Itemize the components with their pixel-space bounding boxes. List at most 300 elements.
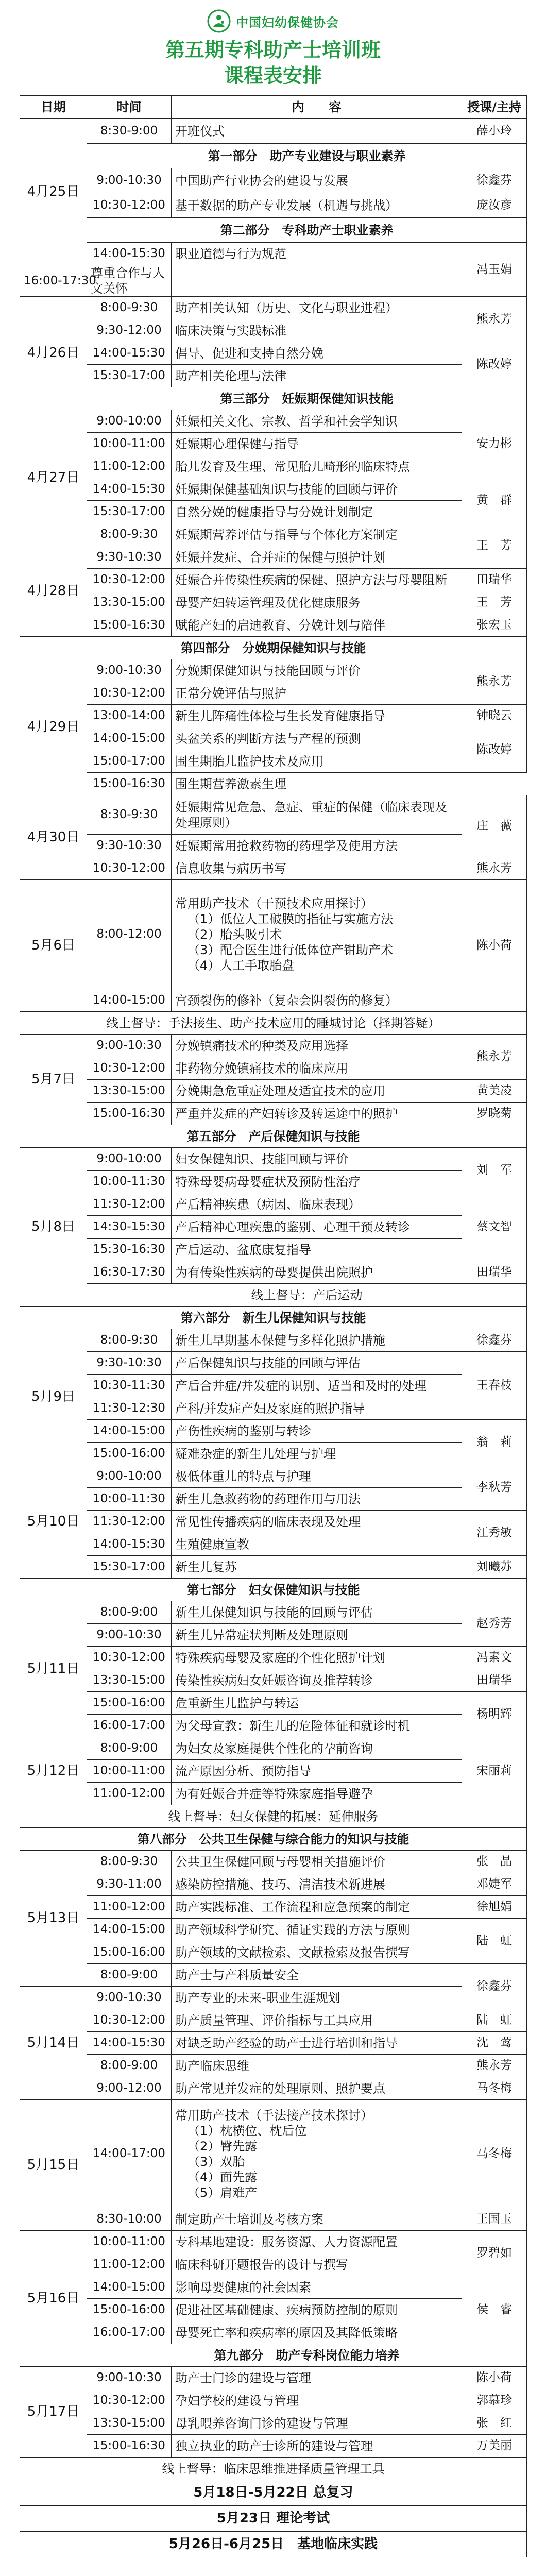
section-title-row	[20, 1307, 527, 1329]
teacher-cell: 侯 睿	[462, 2276, 527, 2344]
content-subitem: （4）人工手取胎盘	[187, 958, 295, 973]
time-cell: 8:00-9:30	[87, 1851, 172, 1873]
table-row	[20, 523, 527, 546]
teacher-cell: 熊永芳	[462, 1035, 527, 1080]
time-cell: 14:00-15:30	[87, 478, 172, 501]
table-row	[20, 1057, 527, 1080]
time-cell: 14:00-15:30	[87, 2032, 172, 2055]
content-cell: 妊娠期常用抢救药物的药理学及使用方法	[172, 835, 462, 857]
content-cell: 妊娠期营养评估与指导与个体化方案制定	[172, 523, 462, 546]
content-cell: 公共卫生保健回顾与母婴相关措施评价	[172, 1851, 462, 1873]
teacher-cell: 杨明辉	[462, 1692, 527, 1737]
content-cell: 孕妇学校的建设与管理	[172, 2389, 462, 2412]
schedule-body	[20, 119, 527, 2557]
content-cell: 中国助产行业协会的建设与发展	[172, 168, 462, 193]
content-cell: 为妇女及家庭提供个性化的孕前咨询	[172, 1737, 462, 1760]
time-cell: 14:00-17:00	[87, 2100, 172, 2208]
teacher-cell: 蔡文智	[462, 1193, 527, 1261]
content-cell: 特殊母婴病母婴症状及预防性治疗	[172, 1171, 462, 1193]
teacher-cell: 翁 莉	[462, 1420, 527, 1465]
time-cell: 11:00-12:00	[87, 1896, 172, 1919]
time-cell: 9:30-11:00	[87, 1873, 172, 1896]
content-cell: 助产实践标准、工作流程和应急预案的制定	[172, 1896, 462, 1919]
content-cell: 产后保健知识与技能的回顾与评估	[172, 1352, 462, 1375]
table-row	[20, 365, 527, 387]
table-row	[20, 168, 527, 193]
teacher-cell: 王 芳	[462, 523, 527, 569]
table-row	[20, 1919, 527, 1941]
content-cell: 赋能产妇的启迪教育、分娩计划与陪伴	[172, 614, 462, 637]
date-cell: 4月26日	[20, 297, 87, 410]
time-cell: 11:00-12:00	[87, 2253, 172, 2276]
teacher-cell: 邓婕军	[462, 1873, 527, 1896]
time-cell: 8:00-9:30	[87, 523, 172, 546]
org-name: 中国妇幼保健协会	[236, 15, 339, 30]
table-row	[20, 2055, 527, 2077]
time-cell: 10:30-11:30	[87, 1375, 172, 1397]
time-cell: 15:00-16:00	[87, 1443, 172, 1465]
table-row	[20, 1964, 527, 1987]
column-header-date: 日期	[20, 96, 87, 119]
time-cell: 14:00-15:00	[87, 989, 172, 1012]
time-cell: 14:00-15:00	[87, 1420, 172, 1443]
content-cell: 对缺乏助产经验的助产士进行培训和指导	[172, 2032, 462, 2055]
time-cell: 15:00-16:30	[87, 773, 172, 795]
time-cell: 9:00-10:00	[87, 410, 172, 433]
teacher-cell: 马冬梅	[462, 2100, 527, 2208]
time-cell: 14:30-15:30	[87, 1216, 172, 1239]
column-header-time: 时间	[87, 96, 172, 119]
teacher-cell: 张 红	[462, 2412, 527, 2435]
content-cell: 分娩期急危重症处理及适宜技术的应用	[172, 1080, 462, 1103]
section-title-row	[20, 144, 527, 168]
content-subitem: （2）臀先露	[187, 2139, 258, 2154]
time-cell: 9:30-10:30	[87, 546, 172, 569]
table-row	[20, 614, 527, 637]
time-cell: 10:30-12:00	[87, 1057, 172, 1080]
table-row	[20, 2321, 527, 2344]
content-cell: 妊娠期心理保健与指导	[172, 433, 462, 455]
teacher-cell: 罗晓菊	[462, 1103, 527, 1125]
time-cell: 9:00-12:00	[87, 2077, 172, 2100]
section-title: 第七部分 妇女保健知识与技能	[20, 1579, 527, 1601]
table-row	[20, 2367, 527, 2389]
teacher-cell: 黄美凌	[462, 1080, 527, 1103]
content-cell: 临床科研开题报告的设计与撰写	[172, 2253, 462, 2276]
table-row	[20, 835, 527, 857]
milestone-row: 5月23日 理论考试	[20, 2506, 527, 2532]
content-cell: 正常分娩评估与照护	[172, 682, 462, 705]
online-supervision-note-row	[20, 2458, 527, 2480]
online-supervision-note: 线上督导：妇女保健的拓展：延伸服务	[20, 1805, 527, 1828]
teacher-cell: 陈改婷	[462, 342, 527, 387]
schedule-wrapper	[20, 95, 526, 2557]
teacher-cell: 薛小玲	[462, 119, 527, 144]
teacher-cell: 王 芳	[462, 591, 527, 614]
teacher-cell: 陈改婷	[462, 727, 527, 773]
content-subitem: （1）低位人工破膜的指征与实施方法	[187, 911, 394, 926]
content-cell: 产科/并发症产妇及家庭的照护指导	[172, 1397, 462, 1420]
content-cell: 头盆关系的判断方法与产程的预测	[172, 727, 462, 750]
time-cell: 8:00-9:00	[87, 1601, 172, 1624]
content-subitem: （1）枕横位、枕后位	[187, 2123, 307, 2138]
date-cell: 5月10日	[20, 1465, 87, 1579]
time-cell: 15:30-17:00	[87, 1556, 172, 1579]
page-title: 第五期专科助产士培训班	[165, 39, 381, 61]
table-row	[20, 1148, 527, 1171]
teacher-cell: 赵秀芳	[462, 1601, 527, 1647]
online-supervision-note: 线上督导：临床思维推进择质量管理工具	[20, 2458, 527, 2480]
table-row	[20, 1397, 527, 1420]
table-row	[20, 857, 527, 880]
table-row	[20, 297, 527, 319]
table-row	[20, 265, 527, 297]
content-cell: 助产士与产科质量安全	[172, 1964, 462, 1987]
table-row	[20, 2231, 527, 2253]
content-cell: 严重并发症的产妇转诊及转运途中的照护	[172, 1103, 462, 1125]
time-cell: 9:30-10:30	[87, 1352, 172, 1375]
table-row	[20, 795, 527, 835]
teacher-cell: 罗碧如	[462, 2231, 527, 2276]
time-cell: 14:00-15:00	[87, 2276, 172, 2299]
time-cell: 13:00-14:00	[87, 705, 172, 727]
table-row	[20, 1896, 527, 1919]
time-cell: 13:30-15:00	[87, 2412, 172, 2435]
table-row	[20, 1443, 527, 1465]
table-row	[20, 2077, 527, 2100]
table-row	[20, 2299, 527, 2321]
time-cell: 16:00-17:00	[87, 1715, 172, 1737]
teacher-cell: 王春枝	[462, 1352, 527, 1420]
time-cell: 8:00-9:00	[87, 1964, 172, 1987]
content-cell: 围生期胎儿监护技术及应用	[172, 750, 462, 773]
table-row	[20, 750, 527, 773]
content-cell: 助产领域科学研究、循证实践的方法与原则	[172, 1919, 462, 1941]
date-cell: 5月17日	[20, 2367, 87, 2458]
section-title: 第二部分 专科助产士职业素养	[87, 218, 527, 243]
section-title-row	[20, 1125, 527, 1148]
time-cell: 14:00-15:00	[87, 727, 172, 750]
content-cell: 传染性疾病妇女妊娠咨询及推荐转诊	[172, 1669, 462, 1692]
time-cell: 10:30-12:00	[87, 193, 172, 218]
content-cell: 临床决策与实践标准	[172, 319, 462, 342]
content-cell: 助产质量管理、评价指标与工具应用	[172, 2009, 462, 2032]
table-row	[20, 682, 527, 705]
content-cell: 基于数据的助产专业发展（机遇与挑战）	[172, 193, 462, 218]
time-cell: 15:00-16:00	[87, 2299, 172, 2321]
teacher-cell: 马冬梅	[462, 2077, 527, 2100]
date-cell: 5月9日	[20, 1329, 87, 1465]
content-cell: 倡导、促进和支持自然分娩	[172, 342, 462, 365]
teacher-cell: 熊永芳	[462, 857, 527, 880]
table-row	[20, 2389, 527, 2412]
column-header-teacher: 授课/主持	[462, 96, 527, 119]
time-cell: 15:00-16:00	[87, 1692, 172, 1715]
time-cell: 10:30-12:00	[87, 569, 172, 591]
content-cell: 常见性传播疾病的临床表现及处理	[172, 1511, 462, 1533]
content-cell: 开班仪式	[172, 119, 462, 144]
content-cell: 新生儿复苏	[172, 1556, 462, 1579]
table-row	[20, 2032, 527, 2055]
page-header	[0, 0, 546, 95]
time-cell: 16:00-17:30	[20, 265, 87, 297]
section-title: 第八部分 公共卫生保健与综合能力的知识与技能	[20, 1828, 527, 1851]
time-cell: 9:00-10:30	[87, 168, 172, 193]
time-cell: 9:30-10:30	[87, 835, 172, 857]
table-row	[20, 1239, 527, 1261]
table-row	[20, 1533, 527, 1556]
teacher-cell: 安力彬	[462, 410, 527, 478]
content-cell	[172, 2100, 462, 2208]
content-subitem: （3）配合医生进行低体位产钳助产术	[187, 942, 394, 957]
time-cell: 10:00-11:30	[87, 1171, 172, 1193]
table-row	[20, 591, 527, 614]
teacher-cell: 钟晓云	[462, 705, 527, 727]
teacher-cell: 张宏玉	[462, 614, 527, 637]
teacher-cell: 庞汝彦	[462, 193, 527, 218]
time-cell: 15:30-17:00	[87, 501, 172, 523]
time-cell: 9:00-10:30	[87, 1624, 172, 1647]
time-cell: 8:30-9:30	[87, 795, 172, 835]
content-cell: 助产相关伦理与法律	[172, 365, 462, 387]
section-title-row	[20, 1828, 527, 1851]
online-supervision-note-row	[20, 1012, 527, 1035]
content-cell: 疑难杂症的新生儿处理与护理	[172, 1443, 462, 1465]
date-cell: 5月7日	[20, 1035, 87, 1125]
table-row	[20, 1624, 527, 1647]
time-cell: 9:30-12:00	[87, 319, 172, 342]
table-row	[20, 1375, 527, 1397]
table-row	[20, 2100, 527, 2208]
teacher-cell: 刘 军	[462, 1148, 527, 1193]
content-subitem: （4）面先露	[187, 2170, 258, 2184]
time-cell: 14:00-15:30	[87, 243, 172, 265]
table-row	[20, 1941, 527, 1964]
content-cell: 信息收集与病历书写	[172, 857, 462, 880]
table-row	[20, 1511, 527, 1533]
content-cell: 新生儿异常症状判断及处理原则	[172, 1624, 462, 1647]
content-cell: 胎儿发育及生理、常见胎儿畸形的临床特点	[172, 455, 462, 478]
table-row	[20, 1261, 527, 1284]
table-row	[20, 1987, 527, 2009]
date-cell: 4月27日	[20, 410, 87, 546]
table-row	[20, 880, 527, 989]
content-heading: 常用助产技术（干预技术应用探讨）	[175, 896, 373, 911]
content-cell: 新生儿早期基本保健与多样化照护措施	[172, 1329, 462, 1352]
teacher-cell: 庄 薇	[462, 795, 527, 857]
content-cell: 流产原因分析、预防指导	[172, 1760, 462, 1783]
time-cell: 8:00-9:00	[87, 2055, 172, 2077]
date-cell: 5月15日	[20, 2100, 87, 2231]
teacher-cell: 万美丽	[462, 2435, 527, 2458]
content-cell: 非药物分娩镇痛技术的临床应用	[172, 1057, 462, 1080]
time-cell: 15:00-16:00	[87, 1941, 172, 1964]
column-header-content: 内 容	[172, 96, 462, 119]
time-cell: 9:00-10:00	[87, 1465, 172, 1488]
content-cell: 专科基地建设：服务资源、人力资源配置	[172, 2231, 462, 2253]
table-row	[20, 455, 527, 478]
content-cell: 影响母婴健康的社会因素	[172, 2276, 462, 2299]
table-row	[20, 1737, 527, 1760]
teacher-cell: 江秀敏	[462, 1511, 527, 1556]
content-cell: 助产常见并发症的处理原则、照护要点	[172, 2077, 462, 2100]
content-cell: 产伤性疾病的鉴别与转诊	[172, 1420, 462, 1443]
teacher-cell: 熊永芳	[462, 659, 527, 705]
time-cell: 13:30-15:00	[87, 591, 172, 614]
teacher-cell: 冯素文	[462, 1647, 527, 1669]
section-title: 第九部分 助产专科岗位能力培养	[87, 2344, 527, 2367]
schedule-table	[20, 95, 527, 2557]
table-row	[20, 319, 527, 342]
table-row	[20, 705, 527, 727]
date-cell: 5月13日	[20, 1851, 87, 1987]
time-cell: 10:00-11:00	[87, 1760, 172, 1783]
table-row	[20, 2412, 527, 2435]
time-cell: 10:00-11:00	[87, 433, 172, 455]
time-cell: 8:00-9:30	[87, 297, 172, 319]
content-cell: 助产领域的文献检索、文献检索及报告撰写	[172, 1941, 462, 1964]
content-cell: 母乳喂养咨询门诊的建设与管理	[172, 2412, 462, 2435]
teacher-cell: 陆 虹	[462, 2009, 527, 2032]
logo-row	[0, 0, 546, 33]
table-row	[20, 119, 527, 144]
content-cell: 围生期营养激素生理	[172, 773, 462, 795]
time-cell: 16:00-17:00	[87, 2321, 172, 2344]
time-cell: 10:30-12:00	[87, 2389, 172, 2412]
content-cell: 妊娠合并传染性疾病的保健、照护方法与母婴阻断	[172, 569, 462, 591]
table-row	[20, 1692, 527, 1715]
teacher-cell: 熊永芳	[462, 2055, 527, 2077]
content-cell: 职业道德与行为规范	[172, 243, 462, 265]
time-cell: 10:30-12:00	[87, 682, 172, 705]
content-cell: 助产士门诊的建设与管理	[172, 2367, 462, 2389]
online-supervision-note: 线上督导：手法接生、助产技术应用的睡城讨论（择期答疑）	[20, 1012, 527, 1035]
content-cell: 妊娠期常见危急、急症、重症的保健（临床表现及处理原则）	[172, 795, 462, 835]
online-supervision-note-row	[20, 1805, 527, 1828]
time-cell: 15:30-16:30	[87, 1239, 172, 1261]
table-row	[20, 1216, 527, 1239]
milestone-row: 5月18日-5月22日 总复习	[20, 2480, 527, 2506]
content-cell: 制定助产士培训及考核方案	[172, 2208, 462, 2231]
date-cell: 4月29日	[20, 659, 87, 795]
date-cell: 5月6日	[20, 880, 87, 1012]
page-subtitle: 课程表安排	[224, 64, 322, 87]
section-title: 第三部分 妊娠期保健知识技能	[87, 387, 527, 410]
table-row	[20, 1783, 527, 1805]
time-cell: 11:30-12:00	[87, 1193, 172, 1216]
content-cell: 新生儿阵痛性体检与生长发育健康指导	[172, 705, 462, 727]
time-cell: 15:00-16:30	[87, 614, 172, 637]
time-cell: 15:30-17:00	[87, 365, 172, 387]
time-cell: 9:00-10:30	[87, 2367, 172, 2389]
teacher-cell: 陈小荷	[462, 880, 527, 1012]
table-row	[20, 1488, 527, 1511]
online-supervision-note: 线上督导：产后运动	[87, 1284, 527, 1307]
table-row	[20, 727, 527, 750]
content-cell: 母婴产妇转运管理及优化健康服务	[172, 591, 462, 614]
table-row	[20, 1760, 527, 1783]
time-cell: 8:00-9:00	[87, 1737, 172, 1760]
milestone-row-row	[20, 2532, 527, 2557]
teacher-cell: 冯玉娟	[462, 243, 527, 297]
time-cell: 9:00-10:30	[87, 1035, 172, 1057]
table-row	[20, 501, 527, 523]
content-cell: 产后运动、盆底康复指导	[172, 1239, 462, 1261]
table-row	[20, 1669, 527, 1692]
content-cell: 助产专业的未来-职业生涯规划	[172, 1987, 462, 2009]
teacher-cell: 陈小荷	[462, 2367, 527, 2389]
time-cell: 10:30-12:00	[87, 857, 172, 880]
time-cell: 10:30-12:00	[87, 1647, 172, 1669]
teacher-cell: 熊永芳	[462, 297, 527, 342]
teacher-cell: 王国玉	[462, 2208, 527, 2231]
teacher-cell: 宋丽莉	[462, 1737, 527, 1805]
content-subitem: （5）肩难产	[187, 2185, 258, 2200]
date-cell: 5月12日	[20, 1737, 87, 1805]
teacher-cell: 郭慕珍	[462, 2389, 527, 2412]
table-row	[20, 243, 527, 265]
section-title-row	[20, 637, 527, 659]
content-cell: 新生儿急救药物的药理作用与用法	[172, 1488, 462, 1511]
content-cell: 助产相关认知（历史、文化与职业进程）	[172, 297, 462, 319]
time-cell: 13:30-15:00	[87, 1669, 172, 1692]
section-title-row	[20, 218, 527, 243]
milestone-row: 5月26日-6月25日 基地临床实践	[20, 2532, 527, 2557]
content-cell: 妊娠并发症、合并症的保健与照护计划	[172, 546, 462, 569]
content-cell: 分娩期保健知识与技能回顾与评价	[172, 659, 462, 682]
date-cell: 5月14日	[20, 1987, 87, 2100]
time-cell: 14:00-15:00	[87, 1919, 172, 1941]
teacher-cell: 徐鑫芬	[462, 1964, 527, 2009]
content-cell: 助产临床思维	[172, 2055, 462, 2077]
date-cell: 5月11日	[20, 1601, 87, 1737]
section-title: 第五部分 产后保健知识与技能	[20, 1125, 527, 1148]
content-cell: 为有妊娠合并症等特殊家庭指导避孕	[172, 1783, 462, 1805]
table-row	[20, 1035, 527, 1057]
table-row	[20, 773, 527, 795]
content-cell: 产后合并症/并发症的识别、适当和及时的处理	[172, 1375, 462, 1397]
table-row	[20, 1193, 527, 1216]
content-cell: 危重新生儿监护与转运	[172, 1692, 462, 1715]
content-cell: 尊重合作与人文关怀	[87, 265, 172, 297]
content-cell: 新生儿保健知识与技能的回顾与评估	[172, 1601, 462, 1624]
time-cell: 11:00-12:00	[87, 455, 172, 478]
teacher-cell: 田瑞华	[462, 1261, 527, 1284]
table-row	[20, 193, 527, 218]
time-cell: 9:00-10:30	[87, 659, 172, 682]
content-cell: 极低体重儿的特点与护理	[172, 1465, 462, 1488]
time-cell: 14:00-15:30	[87, 342, 172, 365]
content-heading: 常用助产技术（手法接产技术探讨）	[175, 2108, 373, 2123]
content-cell: 分娩镇痛技术的种类及应用选择	[172, 1035, 462, 1057]
content-cell: 独立执业的助产士诊所的建设与管理	[172, 2435, 462, 2458]
table-row	[20, 1647, 527, 1669]
time-cell: 15:00-16:30	[87, 1103, 172, 1125]
teacher-cell: 李秋芳	[462, 1465, 527, 1511]
content-cell: 产后精神心理疾患的鉴别、心理干预及转诊	[172, 1216, 462, 1239]
content-cell	[172, 880, 462, 989]
teacher-cell: 田瑞华	[462, 569, 527, 591]
table-row	[20, 1851, 527, 1873]
table-row	[20, 659, 527, 682]
table-row	[20, 1352, 527, 1375]
teacher-cell: 沈 莺	[462, 2032, 527, 2055]
table-row	[20, 546, 527, 569]
date-cell: 4月28日	[20, 546, 87, 637]
table-row	[20, 1873, 527, 1896]
teacher-cell: 徐鑫芬	[462, 1329, 527, 1352]
content-cell: 宫颈裂伤的修补（复杂会阴裂伤的修复）	[172, 989, 462, 1012]
